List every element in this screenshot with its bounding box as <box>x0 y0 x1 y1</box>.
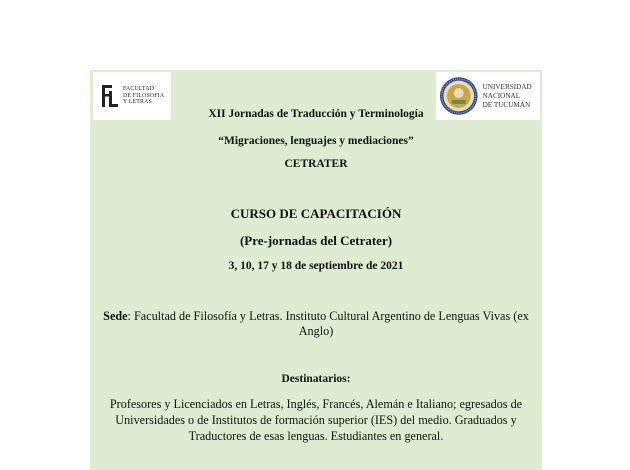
audience-paragraph: Profesores y Licenciados en Letras, Inglés, Francés, Alemán e Italiano; egresados de Universidades o de Institutos de formación superior (IES) del medio. Graduados y Traductores de esas lenguas. Estudiantes en general. <box>109 397 523 443</box>
organization-name: CETRATER <box>284 158 348 170</box>
venue-text: : Facultad de Filosofía y Letras. Instituto Cultural Argentino de Lenguas Vivas (ex Anglo) <box>127 309 529 338</box>
faculty-logo-text: FACULTAD DE FILOSOFIA Y LETRAS <box>123 86 165 106</box>
university-logo-text: UNIVERSIDAD NACIONAL DE TUCUMÁN <box>482 82 532 109</box>
audience-heading: Destinatarios: <box>281 373 351 385</box>
course-dates: 3, 10, 17 y 18 de septiembre de 2021 <box>228 260 404 272</box>
venue-paragraph <box>90 309 542 339</box>
course-subtitle: (Pre-jornadas del Cetrater) <box>239 233 393 248</box>
venue-label: Sede <box>103 309 128 323</box>
event-subtitle: “Migraciones, lenguajes y mediaciones” <box>218 135 414 147</box>
faculty-logo-icon <box>100 82 120 110</box>
course-title: CURSO DE CAPACITACIÓN <box>230 206 402 221</box>
event-title: XII Jornadas de Traducción y Terminología <box>208 108 424 120</box>
